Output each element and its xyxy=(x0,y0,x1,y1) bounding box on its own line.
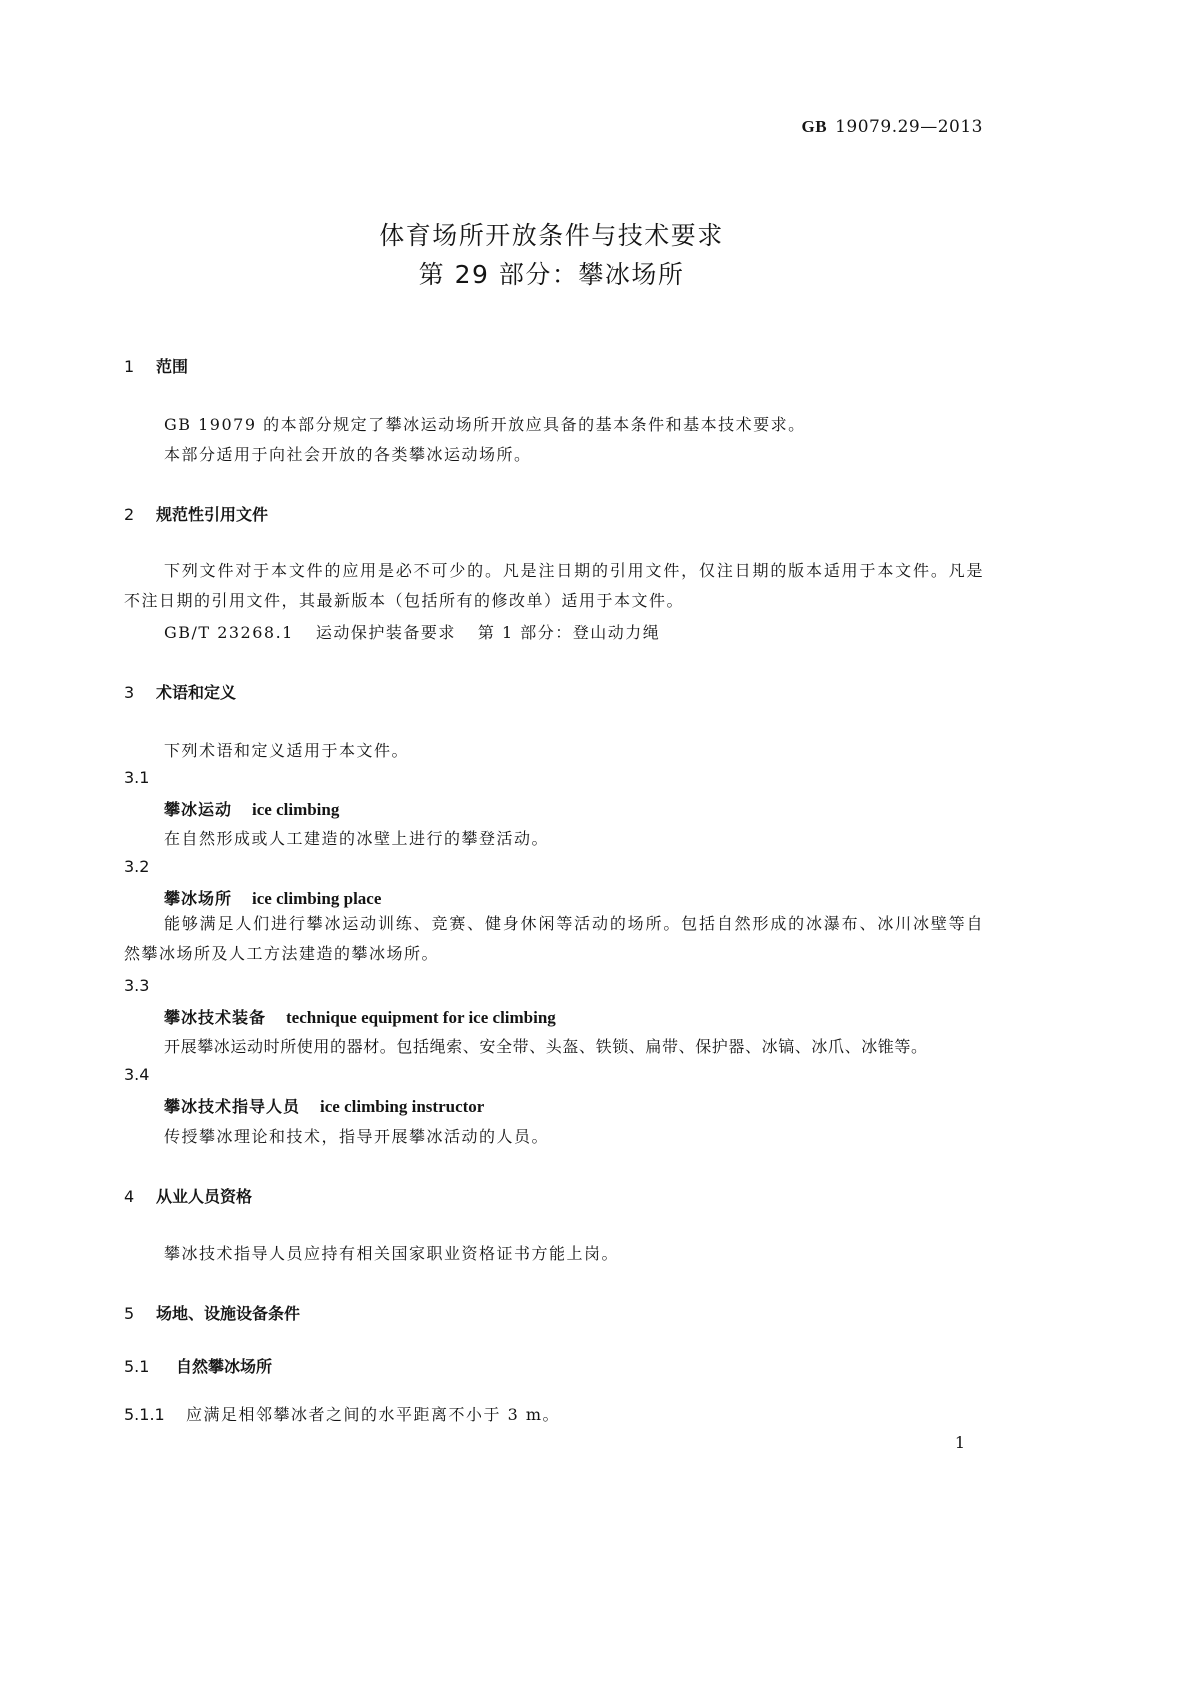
section-2-paragraph-1: 下列文件对于本文件的应用是必不可少的。凡是注日期的引用文件，仅注日期的版本适用于本文件。凡是不注日期的引用文件，其最新版本（包括所有的修改单）适用于本文件。 xyxy=(124,561,984,610)
document-subtitle: 第 29 部分：攀冰场所 xyxy=(418,260,685,289)
normative-reference xyxy=(164,620,660,643)
subsection-5-1-heading xyxy=(124,1354,272,1377)
section-1-number: 1 xyxy=(124,357,135,376)
standard-prefix: GB xyxy=(801,117,828,136)
clause-5-1-1-text: 应满足相邻攀冰者之间的水平距离不小于 3 m。 xyxy=(186,1405,561,1424)
term-name-en: technique equipment for ice climbing xyxy=(286,1008,556,1027)
term-number: 3.4 xyxy=(124,1065,150,1084)
section-3-intro: 下列术语和定义适用于本文件。 xyxy=(164,741,410,760)
section-4-title: 从业人员资格 xyxy=(156,1187,253,1206)
section-1-paragraph-1: GB 19079 的本部分规定了攀冰运动场所开放应具备的基本条件和基本技术要求。 xyxy=(164,415,806,434)
section-2-heading xyxy=(124,502,268,525)
section-4-number: 4 xyxy=(124,1187,135,1206)
reference-title-part-2: 第 1 部分：登山动力绳 xyxy=(477,623,661,642)
reference-code: GB/T 23268.1 xyxy=(164,623,294,642)
section-2-number: 2 xyxy=(124,505,135,524)
subsection-5-1-number: 5.1 xyxy=(124,1357,150,1376)
section-3-heading xyxy=(124,680,236,703)
section-1-title: 范围 xyxy=(156,357,189,376)
term-name xyxy=(164,886,381,909)
term-definition: 传授攀冰理论和技术，指导开展攀冰活动的人员。 xyxy=(164,1127,550,1146)
clause-5-1-1-number: 5.1.1 xyxy=(124,1405,165,1424)
section-3-title: 术语和定义 xyxy=(156,683,237,702)
term-name-zh: 攀冰技术装备 xyxy=(164,1008,267,1027)
term-number: 3.1 xyxy=(124,768,150,787)
term-name xyxy=(164,797,339,820)
term-definition: 能够满足人们进行攀冰运动训练、竞赛、健身休闲等活动的场所。包括自然形成的冰瀑布、冰川冰壁等自然攀冰场所及人工方法建造的攀冰场所。 xyxy=(124,914,984,963)
section-4-paragraph-1: 攀冰技术指导人员应持有相关国家职业资格证书方能上岗。 xyxy=(164,1244,620,1263)
term-name-zh: 攀冰技术指导人员 xyxy=(164,1097,301,1116)
term-name xyxy=(164,1005,556,1028)
standard-code xyxy=(802,117,983,137)
term-name-en: ice climbing place xyxy=(252,889,382,908)
term-name-en: ice climbing instructor xyxy=(320,1097,485,1116)
section-1-paragraph-2: 本部分适用于向社会开放的各类攀冰运动场所。 xyxy=(164,445,532,464)
clause-5-1-1 xyxy=(124,1402,560,1425)
section-4-heading xyxy=(124,1184,252,1207)
standard-number: 19079.29—2013 xyxy=(835,117,983,137)
term-definition: 在自然形成或人工建造的冰壁上进行的攀登活动。 xyxy=(164,829,550,848)
term-name xyxy=(164,1094,484,1117)
term-name-zh: 攀冰场所 xyxy=(164,889,233,908)
section-5-title: 场地、设施设备条件 xyxy=(156,1304,301,1323)
section-1-heading xyxy=(124,354,188,377)
subsection-5-1-title: 自然攀冰场所 xyxy=(176,1357,273,1376)
section-5-number: 5 xyxy=(124,1304,135,1323)
section-2-title: 规范性引用文件 xyxy=(156,505,269,524)
term-definition: 开展攀冰运动时所使用的器材。包括绳索、安全带、头盔、铁锁、扁带、保护器、冰镐、冰爪、冰锥等。 xyxy=(164,1037,928,1056)
term-number: 3.3 xyxy=(124,976,150,995)
document-title: 体育场所开放条件与技术要求 xyxy=(379,221,724,250)
section-5-heading xyxy=(124,1301,300,1324)
term-name-en: ice climbing xyxy=(252,800,340,819)
reference-title-part-1: 运动保护装备要求 xyxy=(315,623,456,642)
term-number: 3.2 xyxy=(124,857,150,876)
term-name-zh: 攀冰运动 xyxy=(164,800,233,819)
section-3-number: 3 xyxy=(124,683,135,702)
page-number: 1 xyxy=(954,1433,965,1452)
